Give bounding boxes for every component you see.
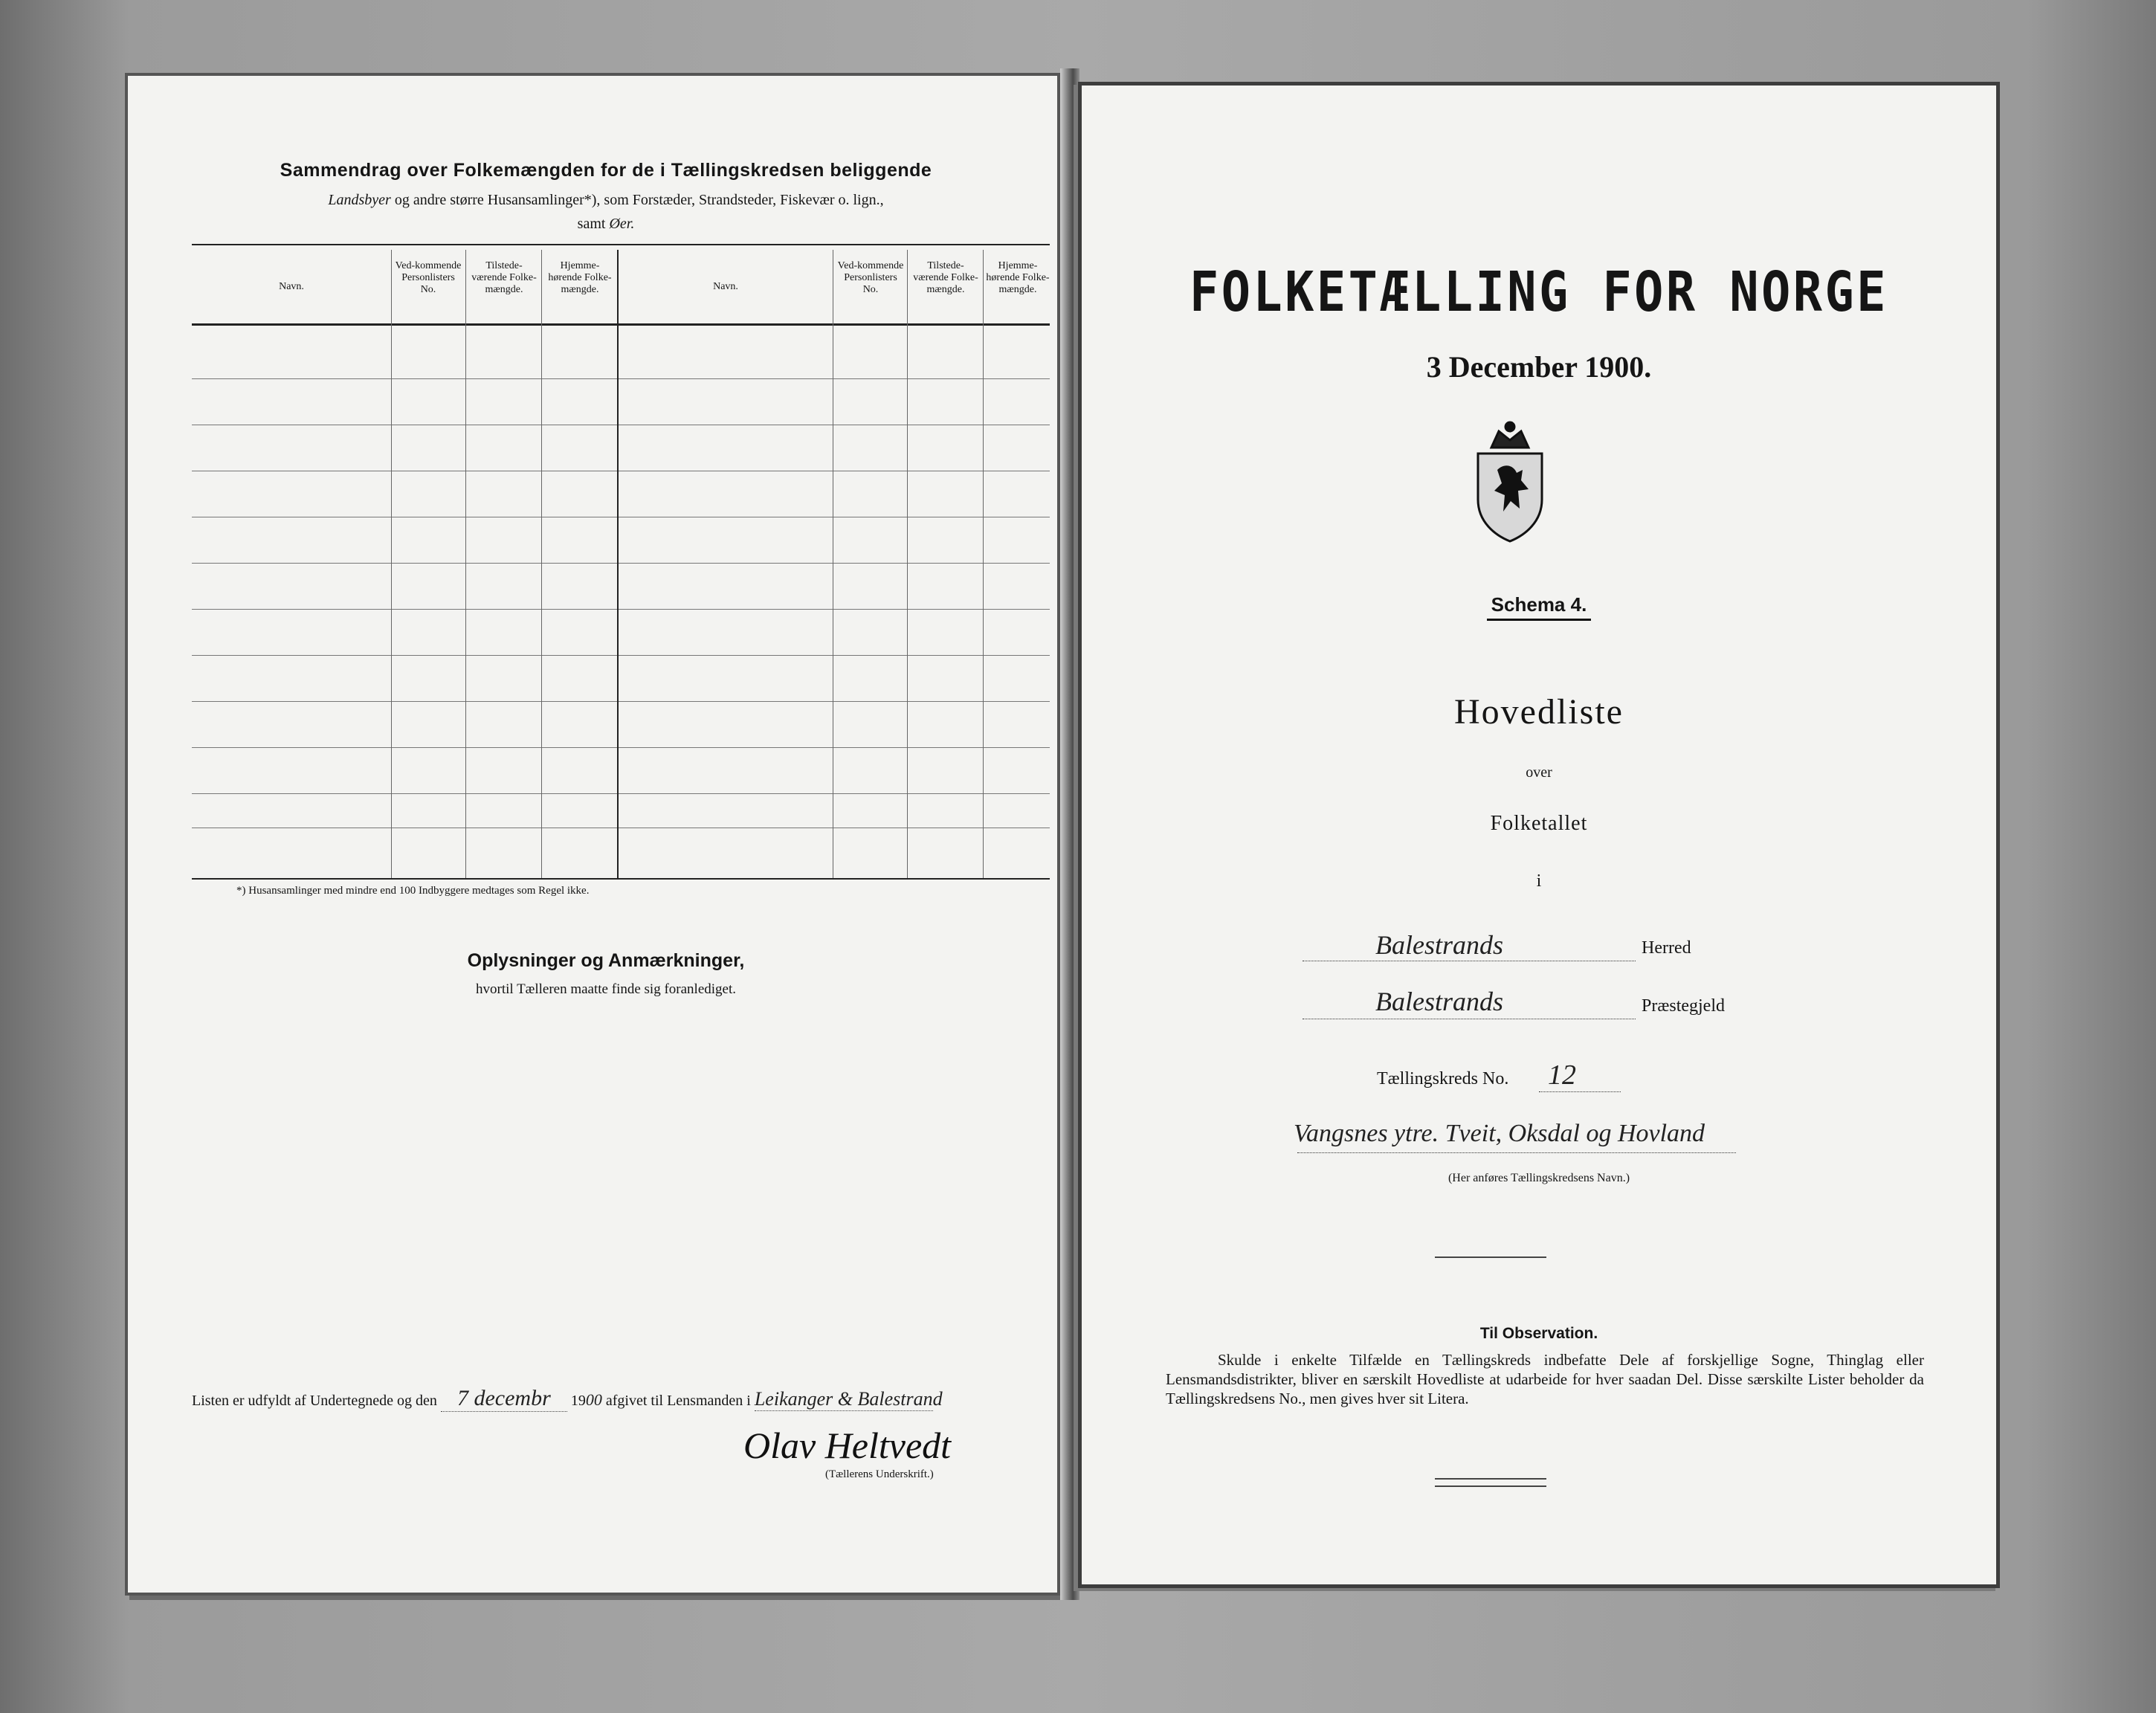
herred-value: Balestrands <box>1375 930 1504 960</box>
submission-year-hand: 00 <box>585 1390 602 1409</box>
submission-date-field <box>441 1386 567 1412</box>
submission-district: Leikanger & Balestrand <box>754 1388 943 1410</box>
col-header-vedkommende: Ved-kommende Personlisters No. <box>395 260 462 295</box>
table-row-line <box>192 747 1050 748</box>
remarks-subtitle: hvortil Tælleren maatte finde sig foranlediget. <box>476 981 736 997</box>
book-spine <box>1060 68 1079 1600</box>
col-header-tilstede: Tilstede-værende Folke-mængde. <box>471 260 537 295</box>
col-header-hjemme: Hjemme-hørende Folke-mængde. <box>986 260 1050 295</box>
table-col-line <box>391 250 392 878</box>
col-header-vedkommende: Ved-kommende Personlisters No. <box>837 260 904 295</box>
observation-text: Skulde i enkelte Tilfælde en Tællingskreds indbefatte Dele af forskjellige Sogne, Thinglag eller Lensmandsdistrikter, bliver en særskilt Hovedliste at udarbeide for hver saadan Del. Disse særskilte Lister beholder da Tællingskredsens No., men gives hver sit Litera. <box>1166 1351 1924 1407</box>
census-date: 3 December 1900. <box>1426 350 1652 384</box>
prestegjeld-label: Præstegjeld <box>1642 996 1725 1016</box>
table-row-line <box>192 563 1050 564</box>
coat-of-arms-icon <box>1469 418 1551 544</box>
observation-title: Til Observation. <box>1479 1325 1598 1342</box>
table-col-line <box>907 250 908 878</box>
prestegjeld-value: Balestrands <box>1375 987 1504 1016</box>
signature-caption: (Tællerens Underskrift.) <box>825 1468 934 1480</box>
table-col-line <box>541 250 542 878</box>
submission-district-field <box>754 1388 943 1411</box>
divider-rule <box>1435 1485 1546 1487</box>
table-bottom-rule <box>192 878 1050 880</box>
summary-subtitle-1 <box>186 192 1026 209</box>
kreds-name-caption: (Her anføres Tællingskredsens Navn.) <box>1447 1172 1630 1184</box>
table-row-line <box>192 378 1050 379</box>
summary-subtitle-italic: Landsbyer <box>328 192 391 208</box>
schema-label <box>1078 593 2000 616</box>
over-label: over <box>1526 764 1552 781</box>
summary-subtitle-samt: samt <box>577 216 606 232</box>
herred-label: Herred <box>1642 938 1691 958</box>
divider-rule <box>1435 1256 1546 1258</box>
schema-text: Schema 4. <box>1487 593 1592 621</box>
summary-table <box>192 244 1050 880</box>
kreds-number: 12 <box>1548 1059 1576 1091</box>
i-label: i <box>1536 871 1542 891</box>
submission-text-1: Listen er udfyldt af Undertegnede og den <box>192 1393 437 1409</box>
summary-subtitle-rest: og andre større Husansamlinger*), som Forstæder, Strandsteder, Fiskevær o. lign., <box>394 192 884 208</box>
divider-rule <box>1435 1478 1546 1480</box>
submission-text-2: afgivet til Lensmanden i <box>605 1393 751 1409</box>
census-title: FOLKETÆLLING FOR NORGE <box>1190 260 1888 324</box>
col-header-navn: Navn. <box>713 281 738 292</box>
submission-line <box>192 1386 1047 1412</box>
table-top-rule <box>192 244 1050 245</box>
summary-subtitle-oer: Øer. <box>609 216 635 232</box>
table-footnote: *) Husansamlinger med mindre end 100 Indbyggere medtages som Regel ikke. <box>236 885 590 897</box>
kreds-no-fill-line <box>1539 1091 1621 1092</box>
summary-title: Sammendrag over Folkemængden for de i Tællingskredsen beliggende <box>280 160 932 181</box>
col-header-hjemme: Hjemme-hørende Folke-mængde. <box>548 260 612 295</box>
table-row-line <box>192 701 1050 702</box>
table-row-line <box>192 655 1050 656</box>
summary-subtitle-2 <box>186 216 1026 233</box>
table-row-line <box>192 793 1050 794</box>
folketallet-label: Folketallet <box>1490 812 1588 835</box>
kreds-name-fill-line <box>1297 1152 1736 1153</box>
table-col-line <box>465 250 466 878</box>
table-middle-divider <box>617 250 619 878</box>
table-row-line <box>192 609 1050 610</box>
submission-date: 7 decembr <box>456 1386 551 1410</box>
submission-year-prefix: 19 <box>570 1393 586 1409</box>
col-header-tilstede: Tilstede-værende Folke-mængde. <box>913 260 978 295</box>
table-header-rule <box>192 323 1050 326</box>
col-header-navn: Navn. <box>279 281 304 292</box>
enumerator-signature: Olav Heltvedt <box>743 1425 952 1466</box>
main-heading: Hovedliste <box>1454 692 1624 732</box>
kreds-name: Vangsnes ytre. Tveit, Oksdal og Hovland <box>1294 1120 1705 1147</box>
kreds-label: Tællingskreds No. <box>1377 1069 1509 1088</box>
remarks-title: Oplysninger og Anmærkninger, <box>467 950 745 971</box>
table-col-line <box>983 250 984 878</box>
